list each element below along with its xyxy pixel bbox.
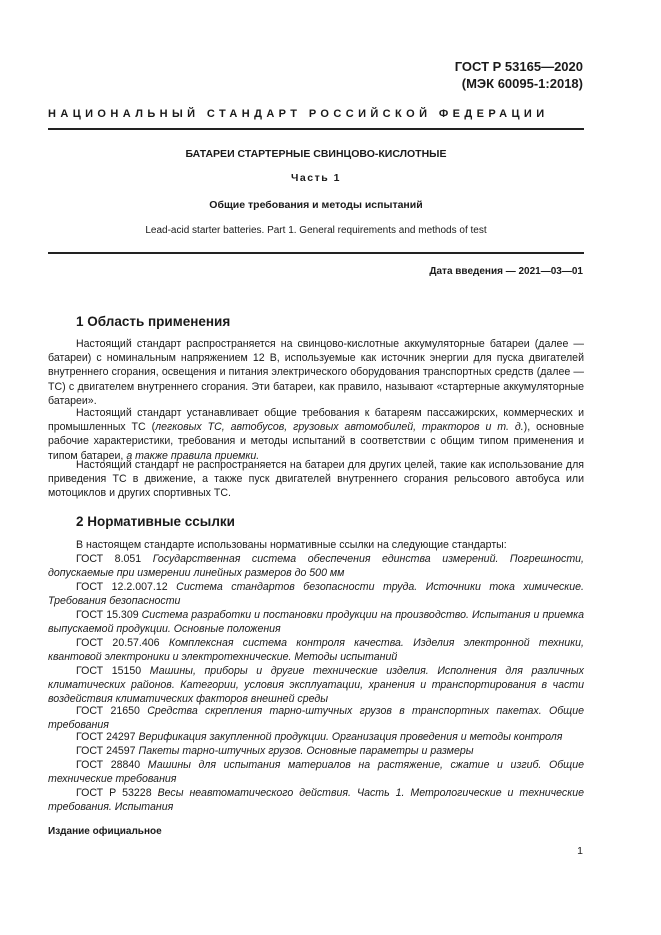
english-title: Lead-acid starter batteries. Part 1. General requirements and methods of test	[145, 225, 487, 236]
standard-designation	[455, 58, 583, 92]
document-subtitle: Общие требования и методы испытаний	[209, 199, 423, 211]
section-1-paragraph-3: Настоящий стандарт не распространяется на батареи для других целей, такие как использование для приведения ТС в движение, а также пуск двигателей внутреннего сгорания рельсового автобуса или мотоциклов и других спортивных ТС.	[48, 459, 584, 500]
reference-code: ГОСТ 15150	[76, 665, 142, 677]
introduction-date: Дата введения — 2021—03—01	[429, 266, 583, 277]
part-label: Часть 1	[291, 172, 341, 184]
reference-title: Пакеты тарно-штучных грузов. Основные параметры и размеры	[138, 745, 474, 757]
reference-item	[48, 786, 584, 814]
reference-code: ГОСТ 12.2.007.12	[76, 581, 168, 593]
section-2-intro: В настоящем стандарте использованы нормативные ссылки на следующие стандарты:	[76, 539, 507, 551]
document-title: БАТАРЕИ СТАРТЕРНЫЕ СВИНЦОВО-КИСЛОТНЫЕ	[185, 148, 447, 160]
reference-code: ГОСТ 8.051	[76, 553, 142, 565]
national-standard-heading: НАЦИОНАЛЬНЫЙ СТАНДАРТ РОССИЙСКОЙ ФЕДЕРАЦИИ	[48, 108, 549, 120]
reference-item	[48, 664, 584, 707]
reference-title: Государственная система обеспечения единства измерений. Погрешности, допускаемые при измерении линейных размеров до 500 мм	[48, 553, 584, 580]
reference-code: ГОСТ 24297	[76, 731, 136, 743]
section-2-heading: 2 Нормативные ссылки	[76, 514, 235, 529]
top-divider	[48, 128, 584, 130]
reference-title: Система стандартов безопасности труда. Источники тока химические. Требования безопасности	[48, 581, 584, 608]
title-divider	[48, 252, 584, 254]
reference-item	[48, 552, 584, 580]
reference-title: Комплексная система контроля качества. Изделия электронной техники, квантовой электроники и электротехнические. Методы испытаний	[48, 637, 584, 664]
reference-title: Верификация закупленной продукции. Организация проведения и методы контроля	[138, 731, 563, 743]
reference-item	[48, 608, 584, 636]
reference-code: ГОСТ 28840	[76, 759, 141, 771]
reference-item	[48, 580, 584, 608]
reference-code: ГОСТ 21650	[76, 705, 140, 717]
section-1-paragraph-2: Настоящий стандарт устанавливает общие требования к батареям пассажирских, коммерческих и промышленных ТС (легковых ТС, автобусов, грузовых автомобилей, тракторов и т. д.), основные рабочие характеристики, требования и методы испытаний в соответствии с общим типом применения и типом батареи, а также правила приемки.	[48, 407, 584, 462]
reference-title: Машины, приборы и другие технические изделия. Исполнения для различных климатических районов. Категории, условия эксплуатации, хранения и транспортирования в части воздействия климатических факторов внешней среды	[48, 665, 584, 706]
reference-code: ГОСТ 15.309	[76, 609, 139, 621]
reference-title: Система разработки и постановки продукции на производство. Испытания и приемка выпускаемой продукции. Основные положения	[48, 609, 584, 636]
section-1-paragraph-1: Настоящий стандарт распространяется на свинцово-кислотные аккумуляторные батареи (далее — батареи) с номинальным напряжением 12 В, используемые как источник энергии для пуска двигателей внутреннего сгорания, освещения и питания электрического оборудования транспортных средств (далее — ТС) с двигателем внутреннего сгорания. Эти батареи, как правило, называют «стартерные аккумуляторные батареи».	[48, 338, 584, 407]
reference-title: Весы неавтоматического действия. Часть 1. Метрологические и технические требования. Испытания	[48, 787, 584, 814]
reference-code: ГОСТ 20.57.406	[76, 637, 160, 649]
reference-item	[48, 730, 584, 744]
reference-item	[48, 704, 584, 732]
standard-number: ГОСТ Р 53165—2020	[454, 59, 583, 74]
section-1-heading: 1 Область применения	[76, 314, 231, 329]
reference-code: ГОСТ 24597	[76, 745, 136, 757]
reference-title: Машины для испытания материалов на растяжение, сжатие и изгиб. Общие технические требования	[48, 759, 584, 786]
reference-item	[48, 758, 584, 786]
official-edition-label: Издание официальное	[48, 826, 162, 837]
reference-item	[48, 744, 584, 758]
reference-code: ГОСТ Р 53228	[76, 787, 152, 799]
reference-title: Средства скрепления тарно-штучных грузов в транспортных пакетах. Общие требования	[48, 705, 584, 732]
page-number: 1	[577, 845, 583, 857]
iec-number: (МЭК 60095-1:2018)	[461, 76, 583, 91]
reference-item	[48, 636, 584, 664]
